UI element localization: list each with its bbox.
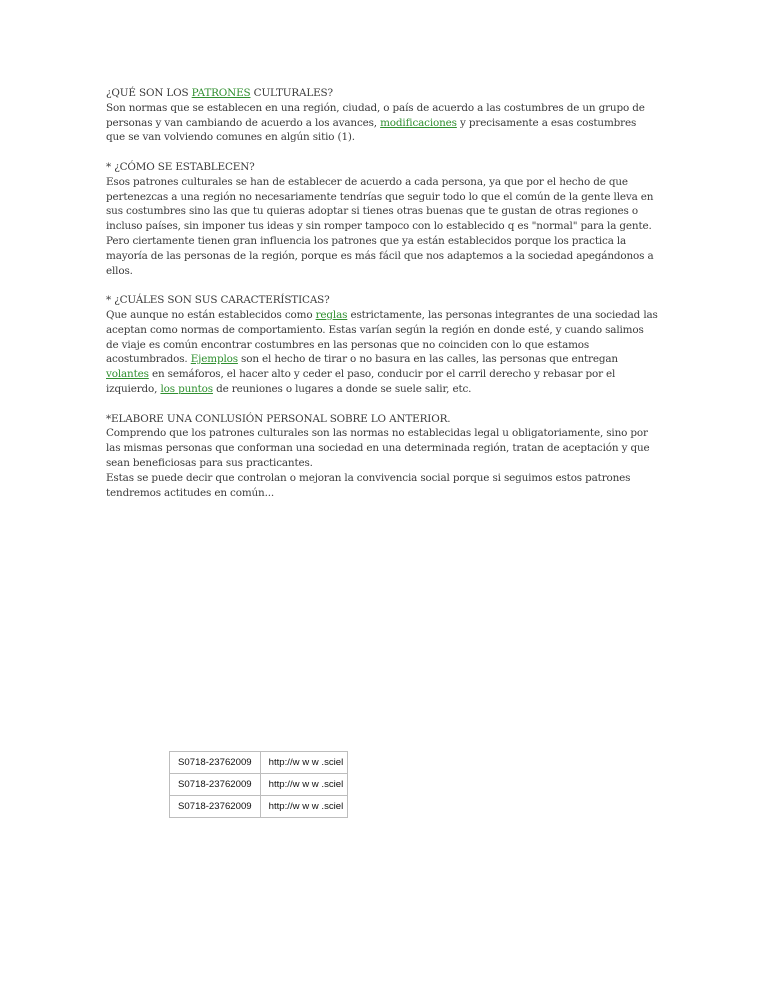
link-ejemplos[interactable]: Ejemplos	[190, 353, 238, 366]
table-row	[170, 774, 348, 796]
section-3-text-d: en semáforos, el hacer alto y ceder el paso, conducir por el carril derecho y rebasar por el izquierdo,	[106, 368, 616, 395]
table-cell-code: S0718-23762009	[170, 752, 261, 774]
section-4-body-1: Comprendo que los patrones culturales son las normas no establecidas legal u obligatoriamente, sino por las mismas personas que conforman una sociedad en una determinada región, tratan de aceptación y que sean beneficiosas para sus practicantes.	[106, 427, 650, 469]
section-2	[106, 160, 658, 278]
section-3-text-e: de reuniones o lugares a donde se suele salir, etc.	[212, 382, 472, 395]
reference-table	[169, 751, 348, 818]
section-1-text-b: y precisamente a esas costumbres que se van volviendo comunes en algún sitio (1).	[106, 116, 637, 144]
section-3-text-a: Que aunque no están establecidos como	[106, 308, 316, 321]
table-cell-code: S0718-23762009	[170, 774, 261, 796]
section-1	[106, 86, 658, 145]
section-4-heading: *ELABORE UNA CONLUSIÓN PERSONAL SOBRE LO ANTERIOR.	[106, 412, 451, 425]
section-4	[106, 412, 658, 501]
section-3-heading: * ¿CUÁLES SON SUS CARACTERÍSTICAS?	[106, 294, 330, 307]
section-3-text-c: son el hecho de tirar o no basura en las calles, las personas que entregan	[237, 353, 618, 366]
link-modificaciones[interactable]: modificaciones	[380, 116, 457, 129]
section-2-body: Esos patrones culturales se han de establecer de acuerdo a cada persona, ya que por el hecho de que pertenezcas a una región no necesariamente tendrías que seguir todo lo que el común de la gente lleva en sus costumbres sino las que tu quieras adoptar si tienes otras buenas que te gustan de otras regiones o incluso países, sin imponer tus ideas y sin romper tampoco con lo establecido q es "normal" para la gente. Pero ciertamente tienen gran influencia los patrones que ya están establecidos porque los practica la mayoría de las personas de la región, porque es más fácil que nos adaptemos a la sociedad apegándonos a ellos.	[106, 175, 654, 277]
section-1-heading-post: CULTURALES?	[250, 87, 333, 99]
section-3-text-b: estrictamente, las personas integrantes de una sociedad las aceptan como normas de comportamiento. Estas varían según la región en donde esté, y cuando salimos de viaje es común encontrar costumbres en las personas que no coinciden con lo que estamos acostumbrados.	[106, 308, 658, 366]
link-los-puntos[interactable]: los puntos	[160, 382, 213, 395]
section-2-heading: * ¿CÓMO SE ESTABLECEN?	[106, 160, 255, 173]
link-volantes[interactable]: volantes	[106, 368, 149, 381]
table-row	[170, 796, 348, 818]
document-body	[106, 86, 658, 500]
table-cell-url: http://w w w .sciel	[260, 774, 347, 796]
table-cell-code: S0718-23762009	[170, 796, 261, 818]
section-1-text-a: Son normas que se establecen en una región, ciudad, o país de acuerdo a las costumbres de un grupo de personas y van cambiando de acuerdo a los avances,	[106, 101, 645, 129]
table-cell-url: http://w w w .sciel	[260, 796, 347, 818]
section-4-body-2: Estas se puede decir que controlan o mejoran la convivencia social porque si seguimos estos patrones tendremos actitudes en común...	[106, 471, 631, 499]
link-patrones[interactable]: PATRONES	[191, 87, 251, 99]
table-cell-url: http://w w w .sciel	[260, 752, 347, 774]
section-3	[106, 293, 658, 397]
section-1-heading-pre: ¿QUÉ SON LOS	[106, 87, 192, 99]
table-row	[170, 752, 348, 774]
link-reglas[interactable]: reglas	[315, 308, 348, 321]
